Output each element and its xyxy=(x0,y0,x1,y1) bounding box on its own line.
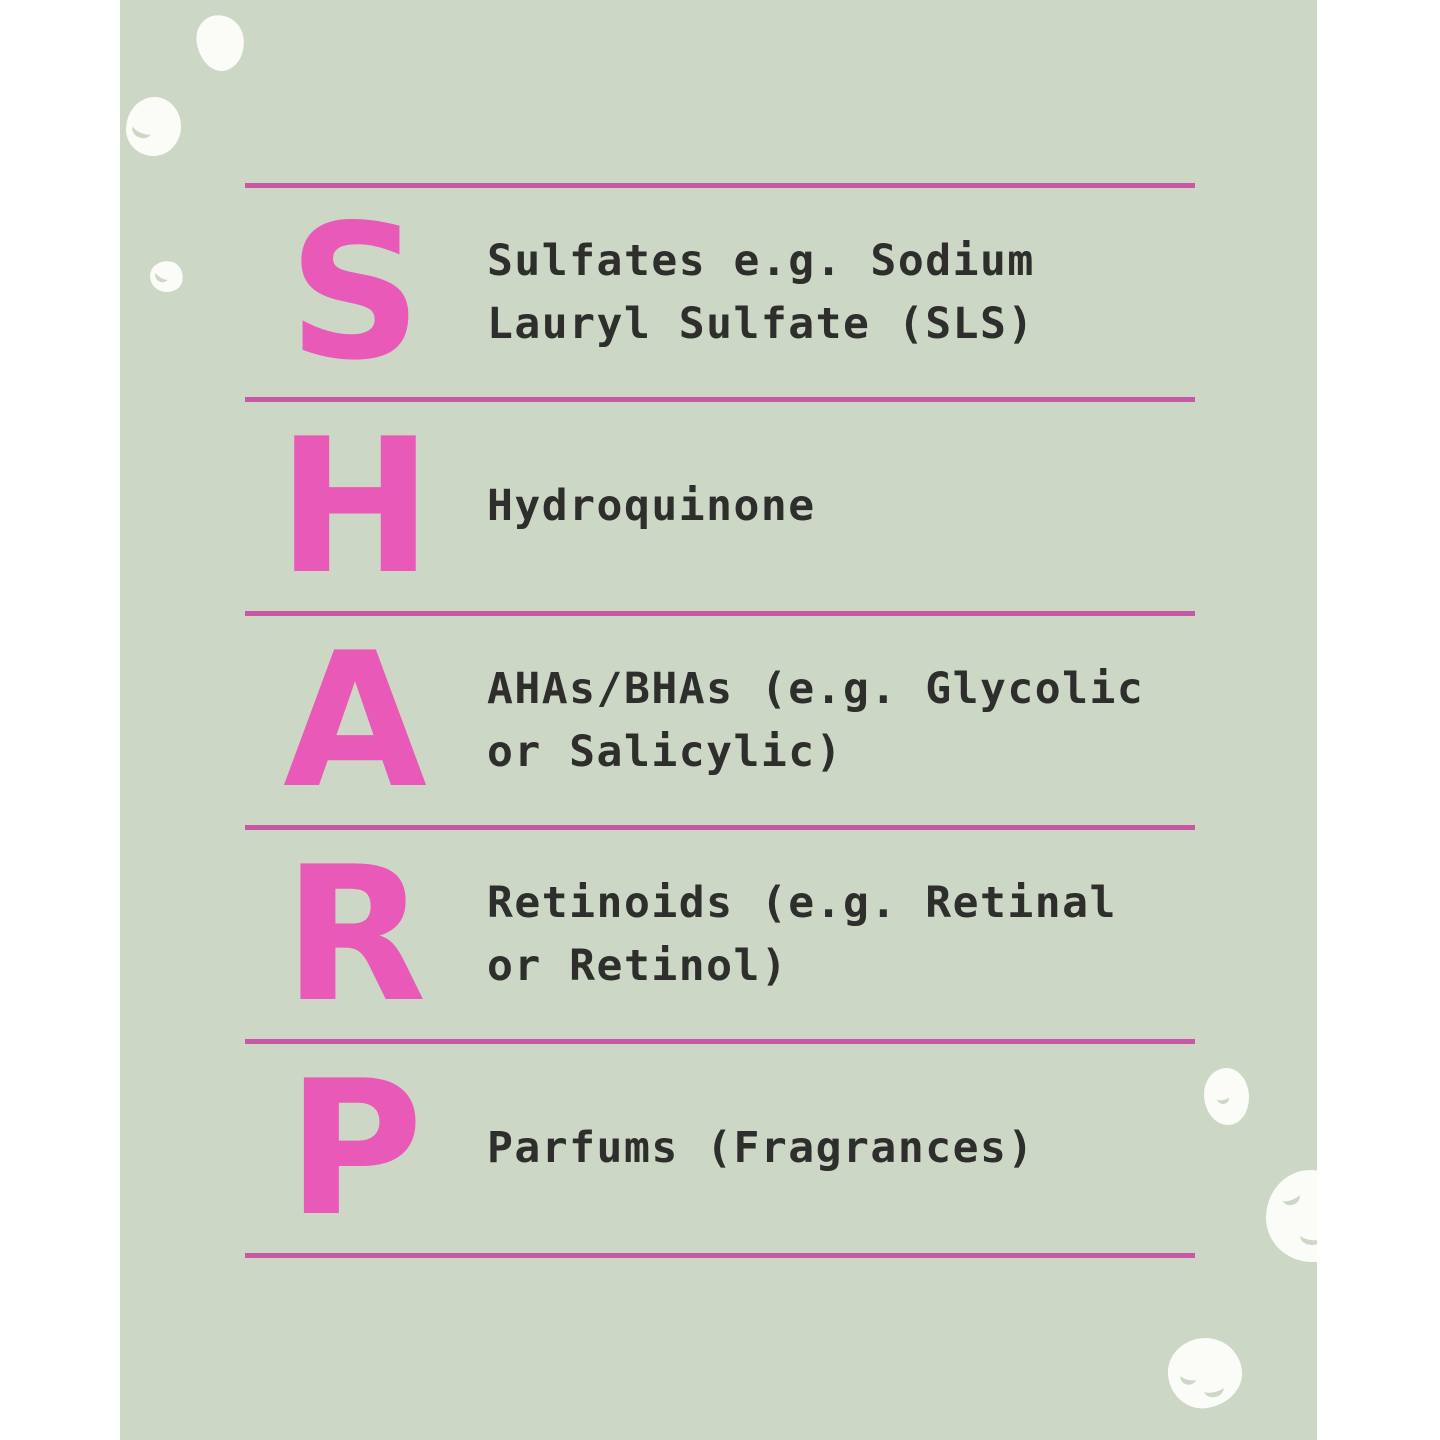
paint-stroke-mark xyxy=(1216,1091,1230,1105)
acronym-row xyxy=(245,1039,1195,1257)
ingredient-description xyxy=(487,616,1195,825)
paint-dot-decoration xyxy=(1204,1068,1249,1125)
acronym-letter: A xyxy=(283,611,427,829)
acronym-row xyxy=(245,825,1195,1043)
acronym-letter: P xyxy=(286,1039,424,1257)
right-white-margin xyxy=(1317,0,1440,1440)
ingredient-description-line: AHAs/BHAs (e.g. Glycolic xyxy=(487,663,1145,714)
paint-stroke-mark xyxy=(153,266,172,284)
acronym-row xyxy=(245,397,1195,615)
ingredient-description xyxy=(487,830,1195,1039)
ingredient-description-line: or Retinol) xyxy=(487,940,789,991)
ingredient-description-line: Lauryl Sulfate (SLS) xyxy=(487,298,1035,349)
paint-dot-decoration xyxy=(147,258,186,295)
paint-dot-decoration xyxy=(1165,1334,1246,1411)
acronym-row xyxy=(245,611,1195,829)
ingredient-description xyxy=(487,402,1195,611)
paint-dot-decoration xyxy=(193,12,247,74)
ingredient-description-line: Sulfates e.g. Sodium xyxy=(487,235,1035,286)
ingredient-description xyxy=(487,1044,1195,1253)
ingredient-description xyxy=(487,188,1195,397)
acronym-letter: S xyxy=(288,183,422,401)
acronym-letter: H xyxy=(277,397,433,615)
acronym-letter: R xyxy=(283,825,427,1043)
left-white-margin xyxy=(0,0,120,1440)
paint-stroke-mark xyxy=(1179,1368,1198,1386)
sharp-acronym-list xyxy=(245,183,1195,1258)
paint-stroke-mark xyxy=(129,118,154,142)
paint-stroke-mark xyxy=(1202,1379,1225,1399)
acronym-row xyxy=(245,183,1195,401)
paint-stroke-mark xyxy=(1280,1187,1302,1207)
ingredient-description-line: Retinoids (e.g. Retinal xyxy=(487,877,1117,928)
ingredient-description-line: Hydroquinone xyxy=(487,481,816,531)
ingredient-description-line: Parfums (Fragrances) xyxy=(487,1123,1035,1173)
paint-dot-decoration xyxy=(126,97,181,156)
ingredient-description-line: or Salicylic) xyxy=(487,726,844,777)
